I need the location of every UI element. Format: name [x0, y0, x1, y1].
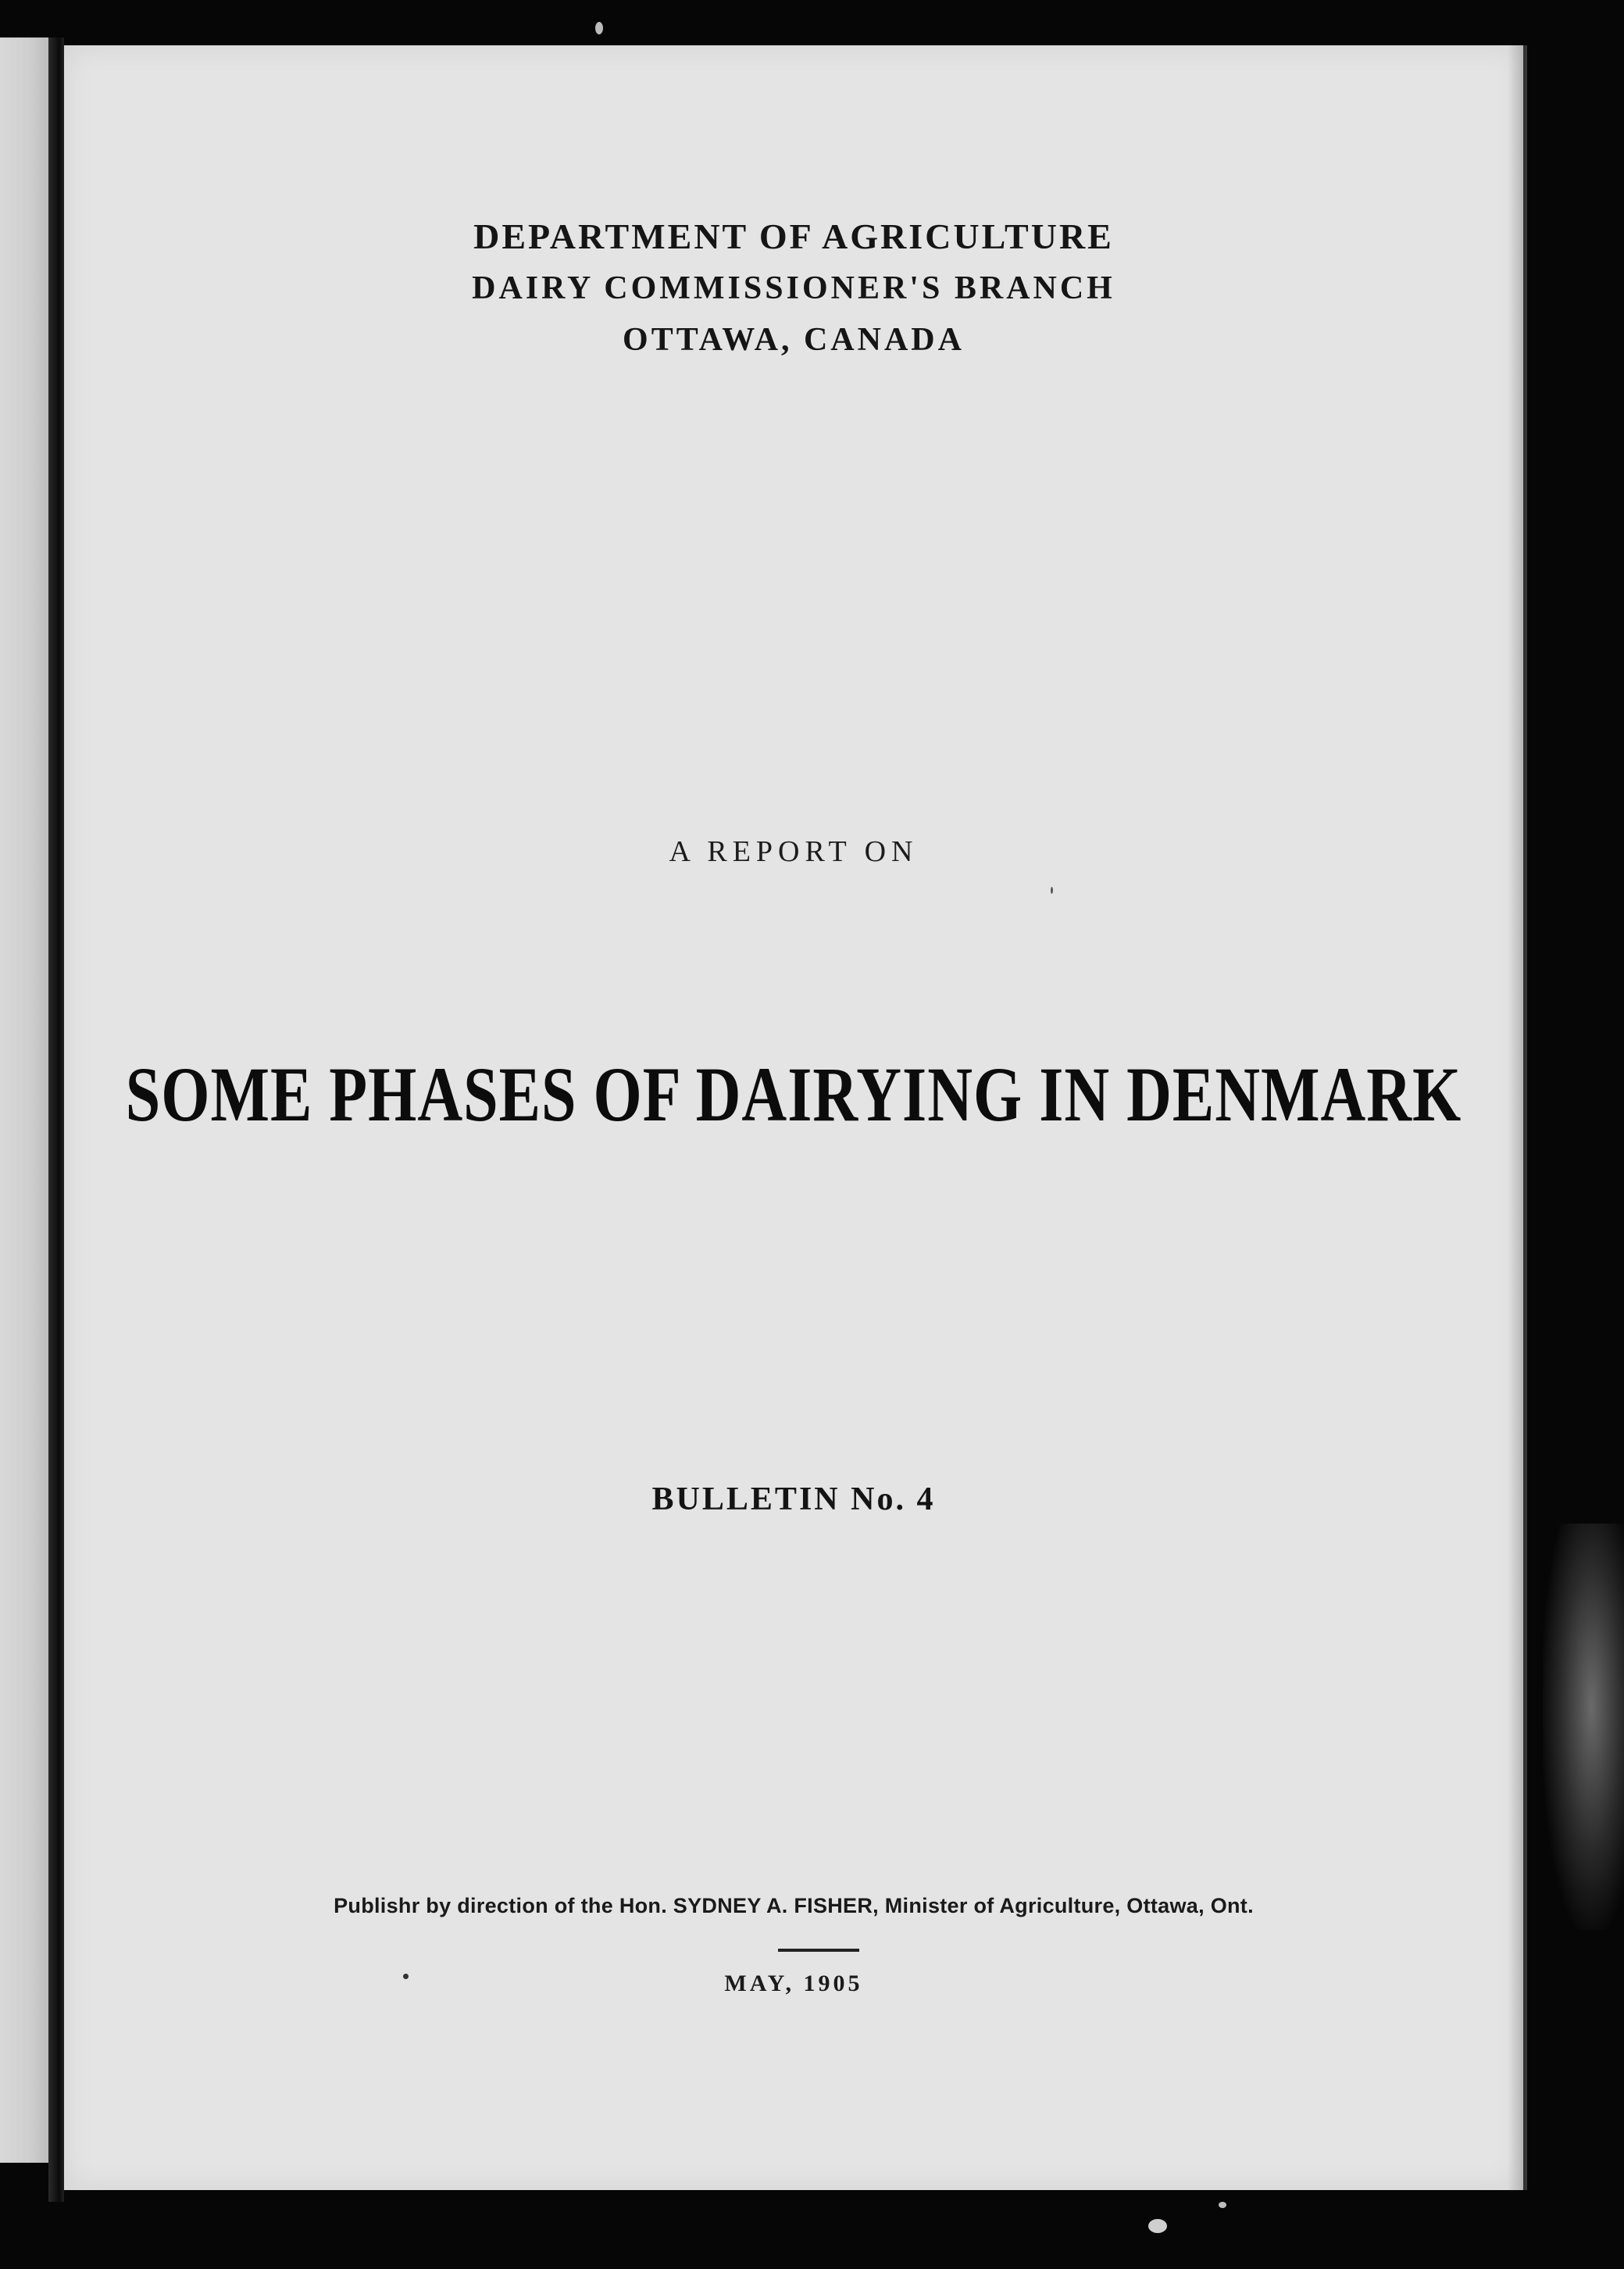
branch-name: DAIRY COMMISSIONER'S BRANCH — [472, 270, 1115, 306]
publication-date: MAY, 1905 — [724, 1971, 863, 1996]
print-speck — [1219, 2202, 1226, 2208]
location: OTTAWA, CANADA — [623, 322, 965, 358]
report-intro: A REPORT ON — [669, 835, 919, 868]
document-title: SOME PHASES OF DAIRYING IN DENMARK — [125, 1052, 1462, 1138]
background-blur — [1543, 1524, 1624, 1930]
print-speck — [403, 1974, 409, 1979]
divider-rule — [778, 1949, 859, 1952]
publisher-line: Publishr by direction of the Hon. SYDNEY A. FISHER, Minister of Agriculture, Ottawa, Ont. — [334, 1894, 1254, 1917]
bulletin-number: BULLETIN No. 4 — [651, 1481, 936, 1517]
department-header — [64, 216, 1523, 358]
left-page-edge — [0, 38, 48, 2163]
print-speck — [595, 22, 603, 34]
book-gutter — [48, 38, 64, 2202]
department-name: DEPARTMENT OF AGRICULTURE — [473, 216, 1114, 256]
print-speck — [1148, 2219, 1167, 2233]
print-speck — [1051, 887, 1053, 894]
